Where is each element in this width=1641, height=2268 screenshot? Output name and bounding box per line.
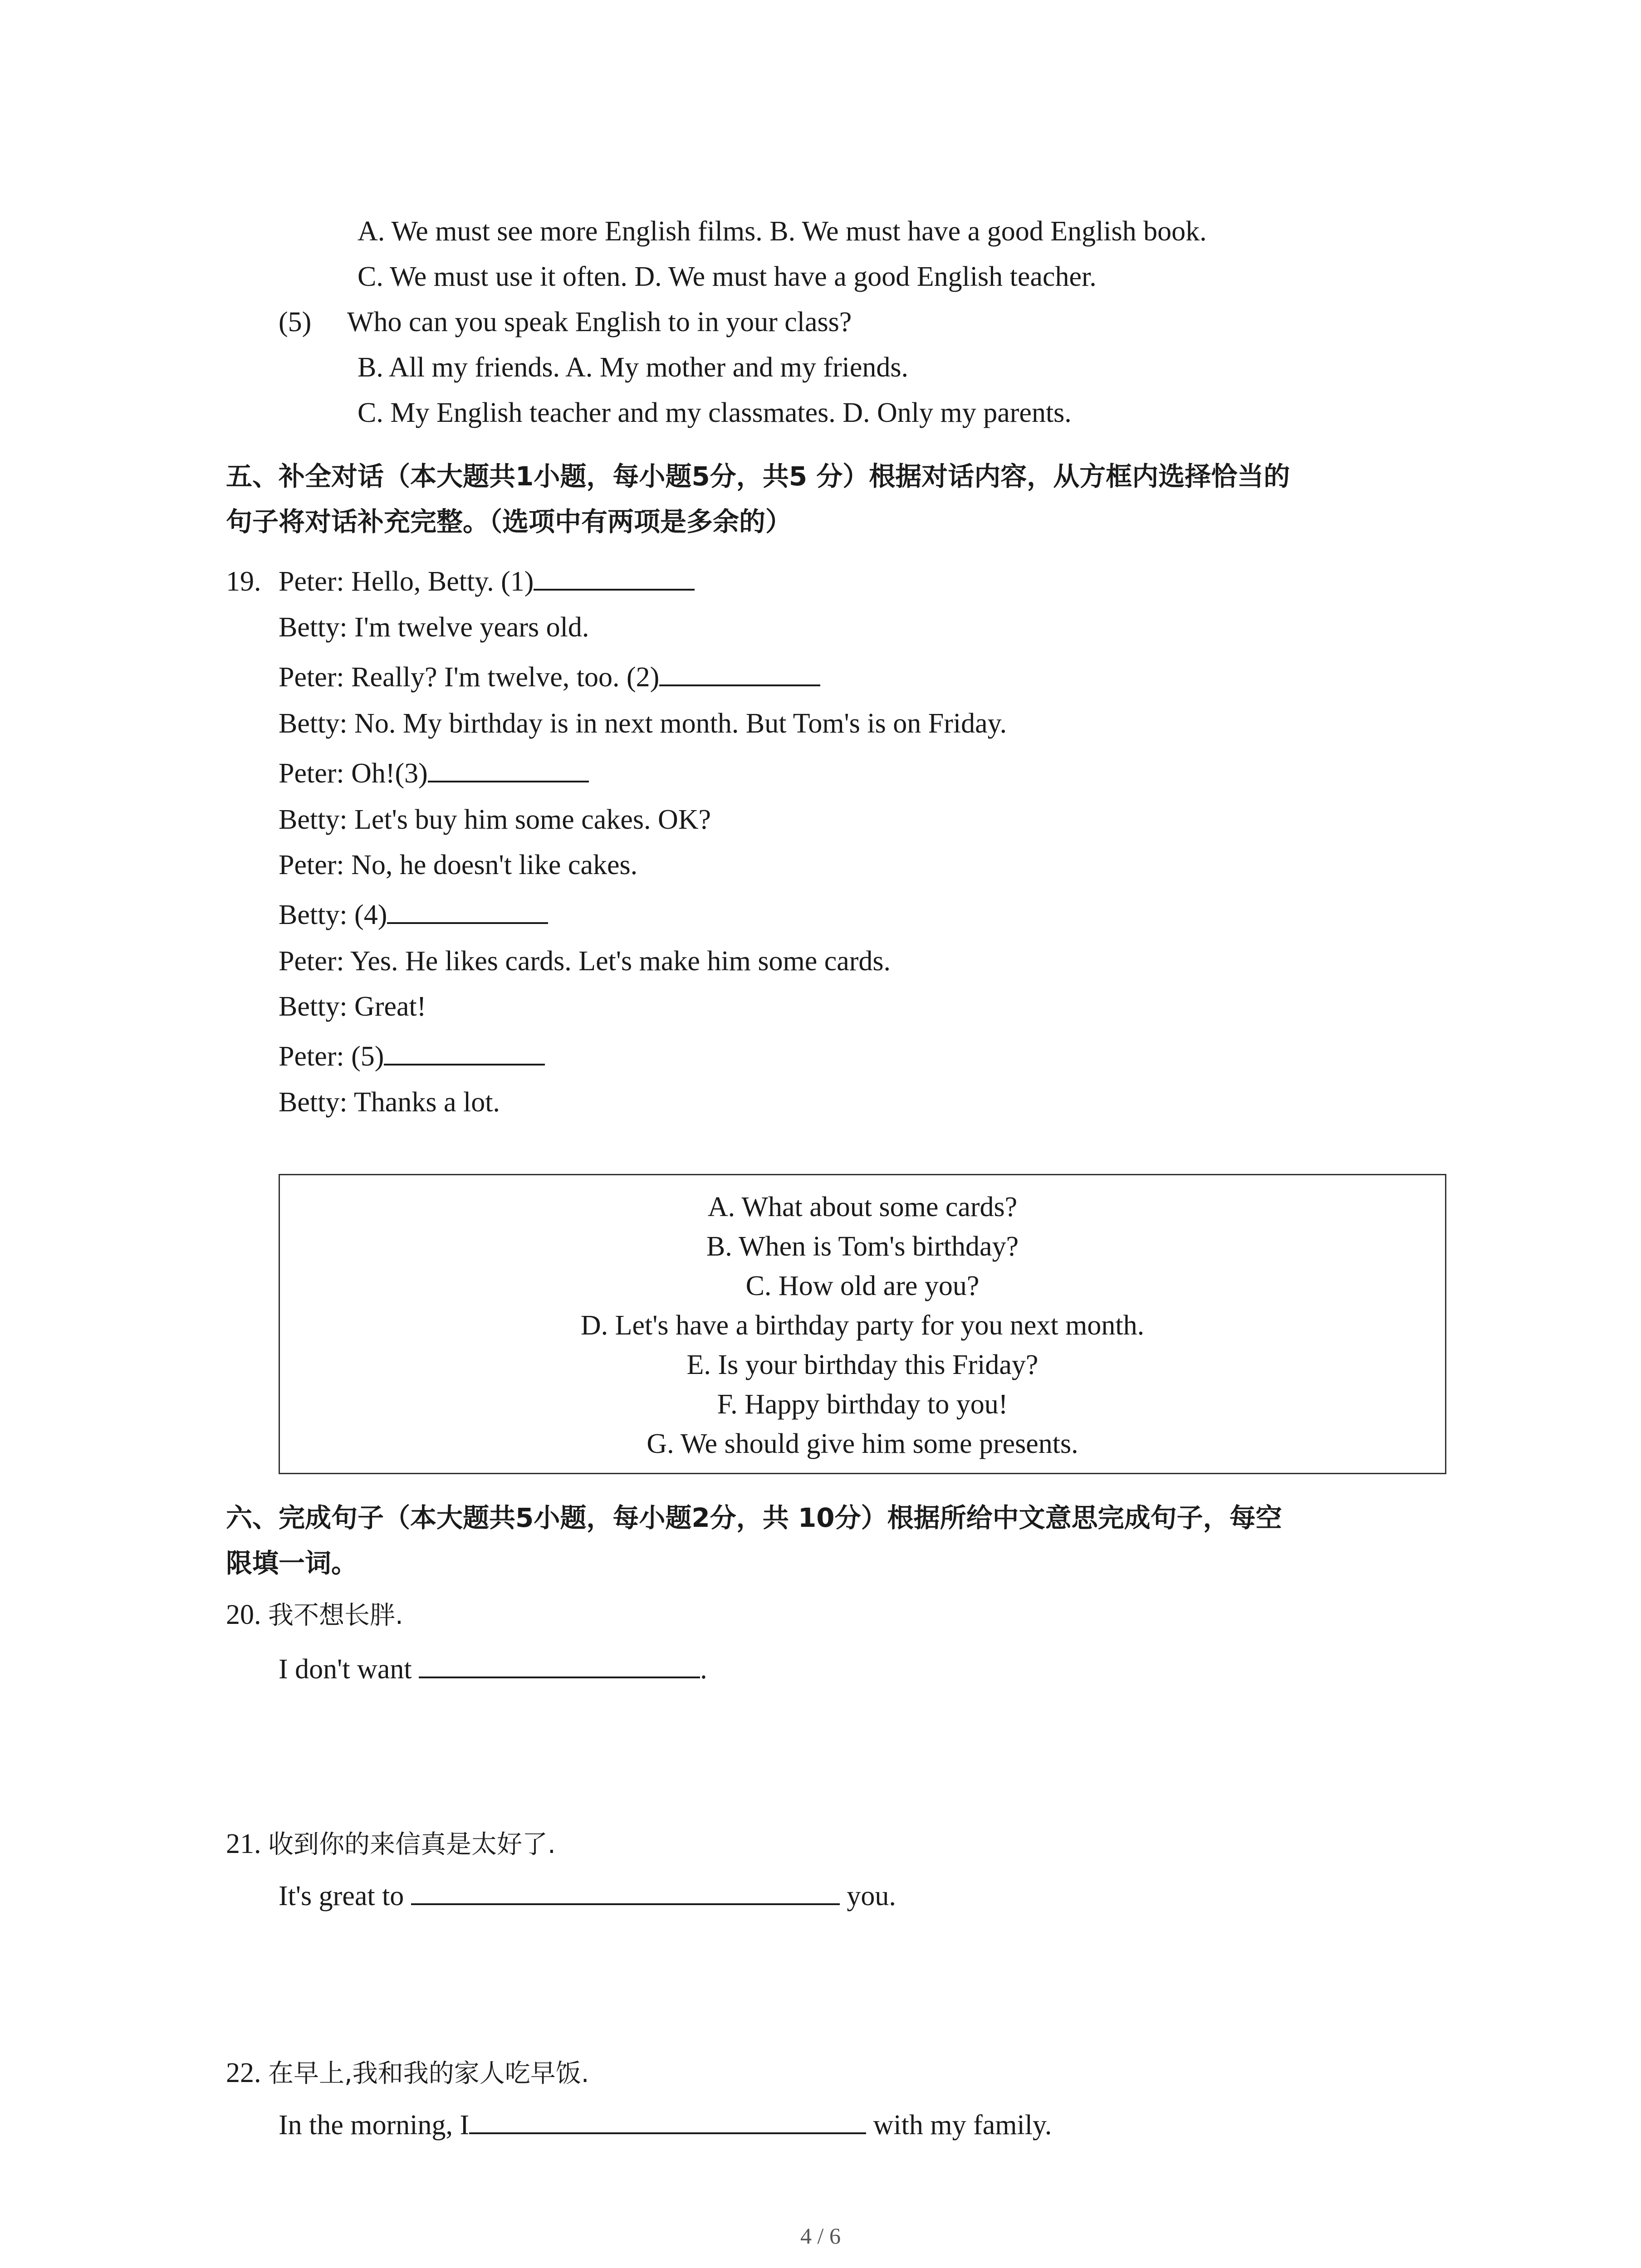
answer-blank[interactable] — [659, 659, 820, 686]
q5-number: (5) — [279, 307, 312, 337]
option-item: G. We should give him some presents. — [647, 1428, 1078, 1459]
options-box — [279, 1174, 1446, 1474]
q20-prompt — [226, 1597, 403, 1634]
dialogue-line: Peter: No, he doesn't like cakes. — [279, 850, 638, 880]
q20-after: . — [700, 1654, 707, 1685]
q21-number: 21. — [226, 1828, 261, 1859]
section-5-heading-line-1: 五、补全对话（本大题共1小题，每小题5分，共5 分）根据对话内容，从方框内选择恰当的 — [226, 461, 1290, 492]
answer-blank[interactable] — [428, 755, 589, 782]
dialogue-line: Betty: I'm twelve years old. — [279, 612, 589, 643]
q21-sentence — [279, 1878, 896, 1914]
answer-blank[interactable] — [469, 2107, 866, 2134]
q22-before: In the morning, I — [279, 2110, 470, 2141]
q22-number: 22. — [226, 2058, 261, 2088]
q21-after: you. — [839, 1881, 896, 1911]
answer-blank[interactable] — [387, 897, 548, 924]
dialogue-line — [279, 563, 695, 600]
dialogue-line — [279, 1038, 545, 1075]
q21-prompt — [226, 1826, 556, 1863]
dialogue-line — [279, 755, 589, 792]
option-item: B. When is Tom's birthday? — [706, 1231, 1019, 1262]
dialogue-line: Betty: Great! — [279, 991, 426, 1022]
q20-number: 20. — [226, 1599, 261, 1630]
q5-options-line-1: B. All my friends. A. My mother and my friends. — [358, 352, 909, 383]
q22-chinese: 在早上,我和我的家人吃早饭. — [268, 2059, 589, 2088]
dialogue-text: Peter: Hello, Betty. (1) — [279, 566, 534, 597]
dialogue-line — [279, 897, 548, 933]
option-item: E. Is your birthday this Friday? — [686, 1349, 1038, 1380]
dialogue-text: Peter: (5) — [279, 1041, 384, 1072]
q4-options-line-1: A. We must see more English films. B. We must have a good English book. — [358, 216, 1207, 247]
section-5-heading-line-2: 句子将对话补充完整。（选项中有两项是多余的） — [226, 506, 792, 537]
dialogue-line: Betty: No. My birthday is in next month. But Tom's is on Friday. — [279, 708, 1007, 739]
dialogue-line: Betty: Let's buy him some cakes. OK? — [279, 804, 711, 835]
q20-chinese: 我不想长胖. — [268, 1601, 403, 1630]
dialogue-line — [279, 659, 820, 695]
q21-before: It's great to — [279, 1881, 404, 1911]
q5-options-line-2: C. My English teacher and my classmates. D. Only my parents. — [358, 397, 1072, 428]
option-item: F. Happy birthday to you! — [717, 1389, 1008, 1420]
answer-blank[interactable] — [419, 1651, 700, 1678]
q22-after: with my family. — [866, 2110, 1052, 2141]
q20-sentence — [279, 1651, 707, 1687]
dialogue-text: Peter: Oh!(3) — [279, 758, 428, 789]
answer-blank[interactable] — [411, 1878, 840, 1905]
option-item: A. What about some cards? — [707, 1192, 1018, 1222]
option-item: C. How old are you? — [745, 1271, 980, 1301]
q22-prompt — [226, 2055, 589, 2092]
option-item: D. Let's have a birthday party for you next month. — [580, 1310, 1145, 1341]
dialogue-line: Peter: Yes. He likes cards. Let's make him some cards. — [279, 946, 891, 977]
q4-options-line-2: C. We must use it often. D. We must have a good English teacher. — [358, 261, 1097, 292]
section-6-heading-line-2: 限填一词。 — [226, 1548, 358, 1579]
answer-blank[interactable] — [384, 1038, 545, 1066]
dialogue-text: Betty: (4) — [279, 899, 387, 930]
answer-blank[interactable] — [534, 563, 695, 591]
page-number: 4 / 6 — [800, 2223, 841, 2248]
q5-question: Who can you speak English to in your class? — [347, 307, 852, 337]
q21-chinese: 收到你的来信真是太好了. — [268, 1830, 556, 1859]
section-6-heading-line-1: 六、完成句子（本大题共5小题，每小题2分，共 10分）根据所给中文意思完成句子，每空 — [226, 1502, 1282, 1533]
q20-before: I don't want — [279, 1654, 412, 1685]
q22-sentence — [279, 2107, 1052, 2143]
dialogue-line: Betty: Thanks a lot. — [279, 1087, 500, 1118]
q19-number: 19. — [226, 566, 261, 597]
dialogue-text: Peter: Really? I'm twelve, too. (2) — [279, 662, 660, 693]
